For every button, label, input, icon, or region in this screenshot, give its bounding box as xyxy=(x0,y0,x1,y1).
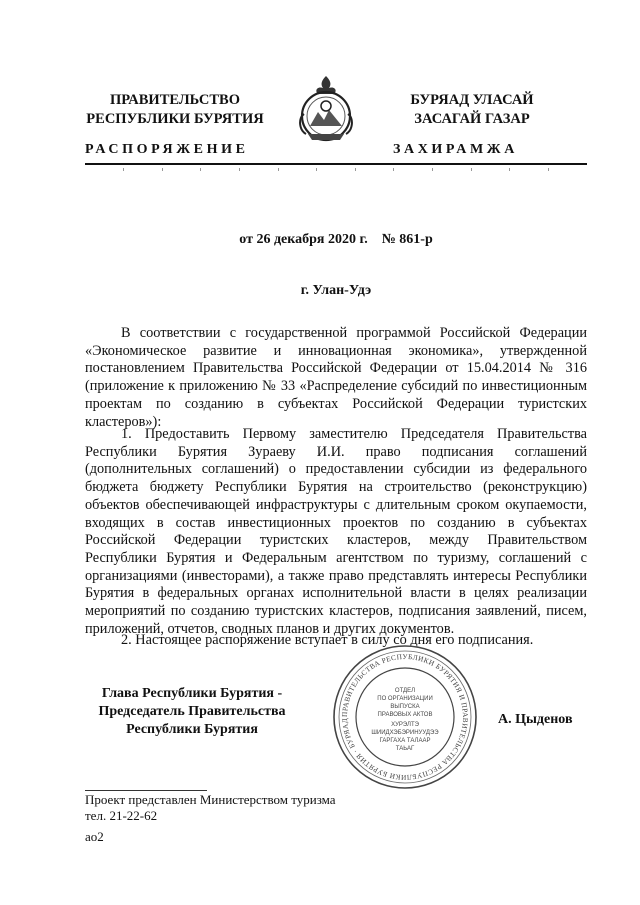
footer-note xyxy=(85,792,336,824)
footer-rule xyxy=(85,790,207,791)
stamp-line3: ВЫПУСКА xyxy=(390,704,420,710)
official-stamp xyxy=(330,642,480,792)
date-number-line: от 26 декабря 2020 г. № 861-р xyxy=(239,232,433,247)
stamp-line6: ШИИДХЭБЭРИНУУДЭЭ xyxy=(371,730,439,736)
stamp-line5: ХУРЭЛТЭ xyxy=(391,722,419,728)
project-note: Проект представлен Министерством туризма xyxy=(85,792,336,807)
org-name-bua-line2: ЗАСАГАЙ ГАЗАР xyxy=(414,111,530,127)
doc-type-bua: ЗАХИРАМЖА xyxy=(393,142,518,157)
signatory-title-line3: Республики Бурятия xyxy=(126,722,258,737)
signatory-title-line1: Глава Республики Бурятия - xyxy=(101,686,283,701)
stamp-line8: ТАЬАГ xyxy=(395,746,415,752)
org-name-ru-line1: ПРАВИТЕЛЬСТВО xyxy=(110,92,240,108)
coat-of-arms-emblem xyxy=(296,74,356,144)
org-name-bua-line1: БУРЯАД УЛАСАЙ xyxy=(410,92,534,108)
clause-2-paragraph: 2. Настоящее распоряжение вступает в силу со дня его подписания. xyxy=(121,632,534,648)
contact-phone: тел. 21-22-62 xyxy=(85,808,158,823)
stamp-line2: ПО ОРГАНИЗАЦИИ xyxy=(377,696,433,702)
stamp-line1: ОТДЕЛ xyxy=(394,688,416,694)
city: г. Улан-Удэ xyxy=(300,283,372,298)
signatory-name: А. Цыденов xyxy=(498,712,573,727)
stamp-ring-text: ПРАВИТЕЛЬСТВА РЕСПУБЛИКИ БУРЯТИЯ И ПРАВИТЕЛЬСТВА РЕСПУБЛИКИ БУРЯТИЯ · БУРЯАД xyxy=(339,651,471,783)
stamp-line7: ГАРГАХА ТАЛААР xyxy=(379,738,431,744)
stamp-line4: ПРАВОВЫХ АКТОВ xyxy=(377,712,433,718)
signatory-title xyxy=(85,685,299,739)
org-name-ru xyxy=(85,91,265,129)
clause-1-paragraph: 1. Предоставить Первому заместителю Председателя Правительства Республики Бурятия Зураеву И.И. право подписания соглашений (дополнительных соглашений) о предоставлении субсидии из федерального бюджета бюджету Республики Бурятия на строительство (реконструкцию) объектов обеспечивающей инфраструктуры с длительным сроком окупаемости, входящих в состав инвестиционных проектов по созданию в субъектах Российской Федерации туристских кластеров, между Правительством Республики Бурятия и Федеральным агентством по туризму, соглашений с организациями (инвесторами), а также право представлять интересы Республики Бурятия в федеральных органах исполнительной власти в целях реализации мероприятий по созданию туристских кластеров, подписания заявлений, писем, приложений, отчетов, сводных планов и других документов. xyxy=(85,426,587,637)
document-code: ао2 xyxy=(85,829,104,844)
doc-type-ru: РАСПОРЯЖЕНИЕ xyxy=(85,142,249,157)
header-dotted-line xyxy=(85,168,587,174)
signatory-title-line2: Председатель Правительства xyxy=(98,704,286,719)
header-rule xyxy=(85,163,587,165)
preamble-paragraph: В соответствии с государственной программой Российской Федерации «Экономическое развитие и инновационная экономика», утвержденной постановлением Правительства Российской Федерации от 15.04.2014 № 316 (приложение к приложению № 33 «Распределение субсидий по инвестиционным проектам по созданию в субъектах Российской Федерации туристских кластеров»): xyxy=(85,325,587,430)
org-name-ru-line2: РЕСПУБЛИКИ БУРЯТИЯ xyxy=(86,111,264,127)
org-name-bua xyxy=(388,91,556,129)
